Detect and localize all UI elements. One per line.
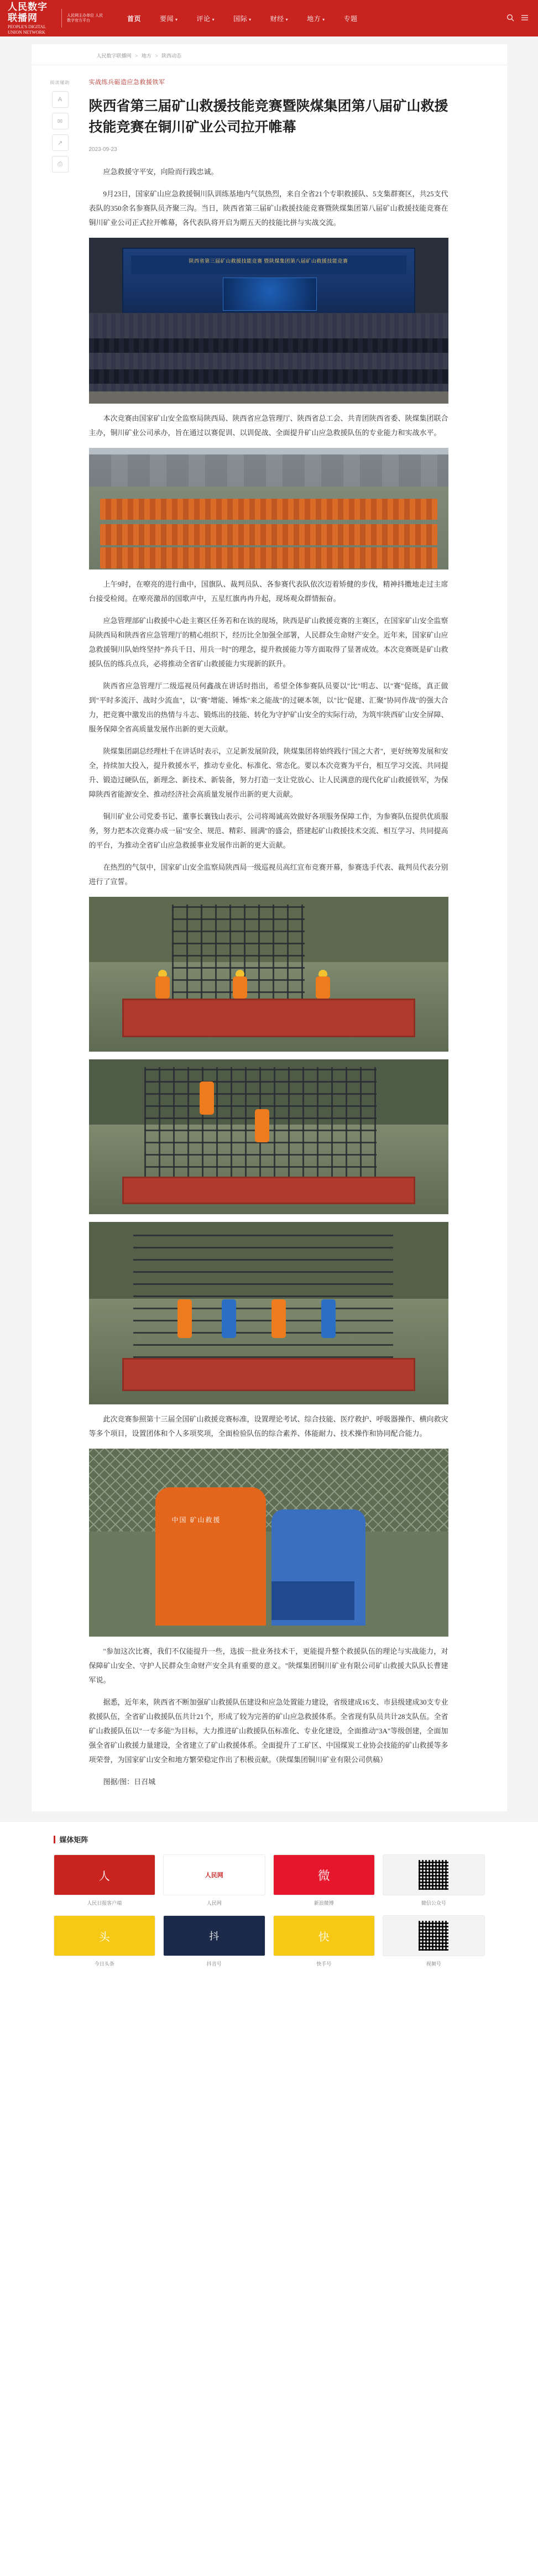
kuaishou-logo [273,1915,375,1956]
team-row [100,499,437,520]
team-row [100,524,437,545]
stage-backdrop [122,248,415,314]
breadcrumb-separator: > [155,53,158,59]
print-icon: ⎙ [58,160,62,168]
logo-divider [61,9,62,28]
content-row [32,65,507,1797]
matrix-card-wechat[interactable] [383,1854,485,1906]
menu-icon[interactable] [520,13,529,22]
paragraph: 应急救援守平安，向险而行践忠诚。 [103,168,218,176]
breadcrumb [32,44,507,65]
mesh-fence [89,1449,448,1532]
article-photo-opening-ceremony [89,238,448,404]
helmet-icon [236,970,244,976]
helmet-icon [318,970,327,976]
breadcrumb-item-shaanxi[interactable]: 陕西动态 [161,53,182,59]
paragraph: 陕西省应急管理厅二级巡视员何鑫战在讲话时指出，希望全体参赛队员要以"比"明志、以"赛"促练，真正做到"平时多流汗、战时少流血"，以"赛"增能、锤炼"来之能战"的过硬本领，以"比"促建、汇聚"协同作战"的强大合力，把竞赛中激发出的热情与斗志、锻炼出的技能、转化为守护矿山安全的实际行动，为筑牢陕西矿山安全屏障、服务保障全省高质量发展作出新的更大贡献。 [88,682,448,733]
paragraph: 据悉，近年来，陕西省不断加强矿山救援队伍建设和应急处置能力建设，省级建成16支、市县级建成30支专业救援队伍，全省矿山救援队伍共计21个，形成了较为完善的矿山应急救援体系。全省现有队员共计28支队伍。全省矿山救援队伍以"一专多能"为目标，大力推进矿山救援队伍标准化、专业化建设，全面推动"3A"等级创建，全面加强全省矿山救援力量建设，全省建立了矿山救援体系。全面提升了工矿区、中国煤炭工业协会技能的矿山救援等多项荣誉，为国家矿山安全和地方繁荣稳定作出了积极贡献。（陕煤集团铜川矿业有限公司供稿） [88,1698,448,1764]
nav-item-finance[interactable] [269,12,290,25]
chevron-down-icon: ▾ [322,17,325,22]
team-row [100,547,437,568]
rescuer-figure-blue [222,1299,236,1338]
suit-back-text: 中国 矿山救援 [171,1516,221,1524]
nav-item-news[interactable] [159,12,179,25]
matrix-card-douyin[interactable] [163,1915,265,1967]
paragraph: 上午9时，在嘹亮的进行曲中，国旗队、裁判员队、各参赛代表队依次迈着矫健的步伐，精神抖擞地走过主席台接受检阅。在嘹亮激昂的国歌声中，五星红旗冉冉升起，现场观众群情振奋。 [88,580,448,603]
publish-date: 2023-09-23 [88,147,117,153]
breadcrumb-item-local[interactable]: 地方 [141,53,152,59]
share-icon: ↗ [57,139,63,147]
stage-banner-text: 陕西省第三届矿山救援技能竞赛 暨陕煤集团第八届矿山救援技能竞赛 [131,255,406,274]
matrix-card-weibo[interactable] [273,1854,375,1906]
header-tools [506,13,529,22]
nav-item-special[interactable] [343,12,359,25]
card-caption: 今日头条 [94,1961,114,1967]
logo-text [8,2,56,34]
people-cn-logo [163,1854,265,1895]
media-matrix-section [0,1821,538,1986]
nav-label: 要闻 [160,14,174,23]
rescuer-figure [316,976,330,999]
share-button[interactable] [52,134,69,151]
matrix-card-kuaishou[interactable] [273,1915,375,1967]
page-shell [0,36,538,1986]
rail-label: 阅读辅助 [50,80,70,85]
print-button[interactable] [52,156,69,173]
rescuer-figure-blue [321,1299,336,1338]
audience-rows [89,313,448,404]
logo-side-text: 人民网主办单位 人民数字官方平台 [67,13,103,23]
article-photo-rescuer-closeup [89,1449,448,1637]
logo-main-text: 人民数字联播网 [8,2,48,23]
nav-label: 地方 [307,14,321,23]
nav-item-comment[interactable] [196,12,216,25]
rescuer-figure [271,1299,286,1338]
article-photo-rescue-drill-3 [89,1222,448,1404]
paragraph: 此次竞赛参照第十三届全国矿山救援竞赛标准，设置理论考试、综合技能、医疗救护、呼吸器操作、横向救灾等多个项目，设置团体和个人多项奖项，全面检验队伍的综合素养、体能耐力、技术操作和协同配合能力。 [88,1415,448,1438]
background-buildings [89,454,448,487]
font-size-button[interactable] [52,91,69,108]
climbing-rescuer [200,1081,214,1115]
logo-glyph: 快 [318,1931,330,1943]
matrix-card-toutiao[interactable] [54,1915,156,1967]
page-title: 陕西省第三届矿山救援技能竞赛暨陕煤集团第八届矿山救援技能竞赛在铜川矿业公司拉开帷幕 [88,99,448,135]
chevron-down-icon: ▾ [212,17,215,22]
reading-tools-rail [32,65,89,1797]
audience-row [89,369,448,384]
nav-item-home[interactable] [126,12,142,25]
paragraph: 在热烈的气氛中，国家矿山安全监察局陕西局一级巡视员高红宣布竞赛开幕，参赛选手代表、裁判员代表分别进行了宣誓。 [88,863,448,886]
article-photo-team-formation [89,448,448,569]
nav-item-local[interactable] [306,12,326,25]
rescuer-figure [233,976,247,999]
logo-glyph: 头 [98,1931,110,1943]
red-mat [122,1177,415,1204]
work-bench [271,1581,354,1620]
card-caption: 人民日报客户端 [87,1900,122,1906]
paragraph: 铜川矿业公司党委书记、董事长襄钱山表示，公司将竭诚高效做好各项服务保障工作，为参赛队伍提供优质服务，努力把本次竞赛办成一届"安全、规范、精彩、圆满"的盛会，搭建起矿山救援技术交流、相互学习、共同提高的平台，为推动全省矿山应急救援事业发展作出新的更大贡献。 [88,812,448,849]
stage-screen [223,278,317,311]
climbing-rescuer [255,1109,269,1142]
breadcrumb-separator: > [135,53,138,59]
rescuer-figure [177,1299,192,1338]
logo-glyph: 微 [317,1868,330,1883]
article-kicker: 实战练兵砺造应急救援铁军 [88,79,165,86]
paragraph: 本次竞赛由国家矿山安全监察局陕西局、陕西省应急管理厅、陕西省总工会、共青团陕西省委、陕煤集团联合主办，铜川矿业公司承办，旨在通过以赛促训、以训促战、全面提升矿山应急救援队伍的专业能力和实战水平。 [88,414,448,437]
audience-row [89,338,448,353]
chevron-down-icon: ▾ [175,17,178,22]
red-mat [122,999,415,1037]
chevron-down-icon: ▾ [249,17,252,22]
paragraph: "参加这次比赛，我们不仅能提升一些，选拔一批业务技术干，更能提升整个救援队伍的理论与实战能力，对保障矿山安全、守护人民群众生命财产安全具有重要的意义。"陕煤集团铜川矿业有限公司矿山救援大队队长曹建军说。 [88,1647,448,1684]
logo-glyph: 人民网 [205,1872,223,1879]
title-accent-bar [54,1836,55,1843]
douyin-logo [163,1915,265,1956]
comment-button[interactable] [52,113,69,129]
hall-floor [89,391,448,404]
article-body [89,65,448,1797]
renmin-app-logo [54,1854,156,1895]
article-photo-rescue-drill-1 [89,897,448,1052]
logo-sub-text: PEOPLE'S DIGITAL UNION NETWORK [8,24,46,35]
nav-label: 财经 [270,14,284,23]
paragraph: 应急管理部矿山救援中心赴主赛区任务若和在该的现场，陕西是矿山救援竞赛的主赛区，在国家矿山安全监察局陕西局和陕西省应急管理厅的精心组织下，经历比全加强全部署，人民群众生命财产安全。近年来，国家矿山应急救援铜川队始终坚持"养兵千日、用兵一时"的理念，提升救援能力等方面取得了显著成效。本次竞赛既是矿山救援队伍的练兵点兵，必将推动全省矿山救援能力实现新的跃升。 [88,616,448,668]
logo-glyph: 人 [98,1870,110,1883]
chevron-down-icon: ▾ [285,17,289,22]
nav-label: 评论 [196,14,211,23]
wechat-qr-code [383,1854,485,1895]
card-caption: 微信公众号 [421,1900,446,1906]
font-size-icon: A [58,96,62,103]
matrix-card-renmin-app[interactable] [54,1854,156,1906]
breadcrumb-item-site[interactable]: 人民数字联播网 [96,53,132,59]
site-header [0,0,538,36]
nav-label: 专题 [343,14,358,23]
audience-row [89,323,448,337]
card-caption: 视频号 [426,1961,441,1967]
paragraph: 9月23日，国家矿山应急救援铜川队训练基地内气氛热烈，来自全省21个专职救援队、5支集群赛区，共25支代表队的350余名参赛队员齐聚三沟。当日，陕西省第三届矿山救援技能竞赛暨陕煤集团第八届矿山救援技能竞赛在铜川矿业公司正式拉开帷幕，各代表队将开启为期五天的技能比拼与实战交流。 [88,190,448,227]
red-mat [122,1358,415,1391]
paragraph: 陕煤集团副总经理杜千在讲话时表示，立足新发展阶段，陕煤集团将始终践行"国之大者"，更好统筹发展和安全，持续加大投入，提升救援水平，推动专业化、标准化、常态化。要以本次竞赛为平台，相互学习交流、共同提升、锻造过硬队伍，新理念、新技术、新装备，努力打造一支让党放心、让人民满意的现代化矿山救援铁军，为保障陕西省能源安全、推动经济社会高质量发展作出新的更大贡献。 [88,747,448,798]
photo-credit: 图据/图：日召城 [103,1778,156,1786]
media-matrix-inner [54,1834,485,1967]
card-caption: 人民网 [206,1900,222,1906]
card-caption: 抖音号 [206,1961,222,1967]
nav-item-international[interactable] [232,12,253,25]
nav-label: 国际 [233,14,248,23]
rescuer-figure [155,976,170,999]
weibo-logo [273,1854,375,1895]
qr-code-icon [419,1921,448,1951]
media-matrix-title-text: 媒体矩阵 [59,1836,88,1844]
site-logo[interactable] [0,0,104,36]
audience-row [89,354,448,368]
matrix-card-qr2[interactable] [383,1915,485,1967]
comment-icon: ✉ [57,118,63,125]
article-page [32,44,507,1811]
toutiao-logo [54,1915,156,1956]
media-matrix-row-1 [54,1854,485,1906]
card-caption: 新浪微博 [314,1900,334,1906]
article-photo-rescue-drill-2 [89,1059,448,1214]
media-matrix-row-2 [54,1915,485,1967]
video-channel-qr-code [383,1915,485,1956]
search-icon[interactable] [506,13,515,22]
matrix-card-people-cn[interactable] [163,1854,265,1906]
nav-label: 首页 [127,14,142,23]
qr-code-icon [419,1860,448,1890]
orange-rescue-suit [155,1487,266,1626]
main-navigation [126,12,359,25]
media-matrix-title [54,1834,485,1845]
card-caption: 快手号 [316,1961,332,1967]
logo-glyph: 抖 [209,1931,220,1942]
helmet-icon [158,970,167,976]
